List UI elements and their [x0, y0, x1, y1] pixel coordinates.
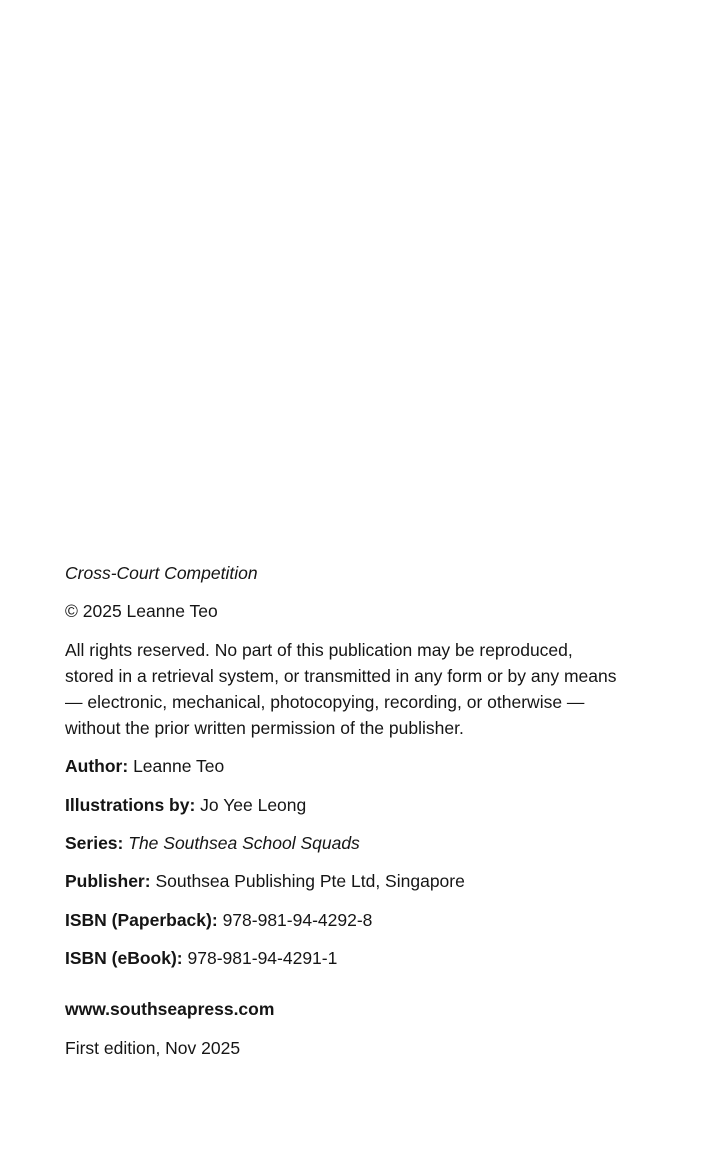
field-value: Southsea Publishing Pte Ltd, Singapore [155, 871, 465, 892]
rights-line: stored in a retrieval system, or transmitted in any form or by any means [65, 665, 617, 686]
field-isbn-ebook [65, 945, 636, 971]
field-value: Leanne Teo [133, 756, 225, 777]
book-title: Cross-Court Competition [65, 563, 258, 583]
field-label: Publisher: [65, 871, 151, 892]
field-isbn-paperback [65, 907, 636, 933]
field-label: Illustrations by: [65, 794, 196, 815]
rights-line: without the prior written permission of the publisher. [65, 717, 464, 738]
website-url: www.southseapress.com [65, 999, 275, 1020]
edition-note: First edition, Nov 2025 [65, 1037, 241, 1058]
field-value: The Southsea School Squads [128, 832, 360, 853]
field-series [65, 830, 636, 856]
rights-line: — electronic, mechanical, photocopying, recording, or otherwise — [65, 691, 585, 712]
field-label: ISBN (eBook): [65, 948, 183, 969]
field-value: 978-981-94-4292-8 [222, 909, 373, 930]
copyright-notice: © 2025 Leanne Teo [65, 601, 218, 622]
rights-line: All rights reserved. No part of this publication may be reproduced, [65, 639, 573, 660]
field-illustrations [65, 792, 636, 818]
field-value: Jo Yee Leong [200, 794, 307, 815]
field-label: Author: [65, 756, 129, 777]
field-label: Series: [65, 832, 124, 853]
rights-paragraph [65, 637, 636, 741]
field-publisher [65, 868, 636, 894]
field-value: 978-981-94-4291-1 [187, 948, 338, 969]
field-label: ISBN (Paperback): [65, 909, 218, 930]
field-author [65, 753, 636, 779]
